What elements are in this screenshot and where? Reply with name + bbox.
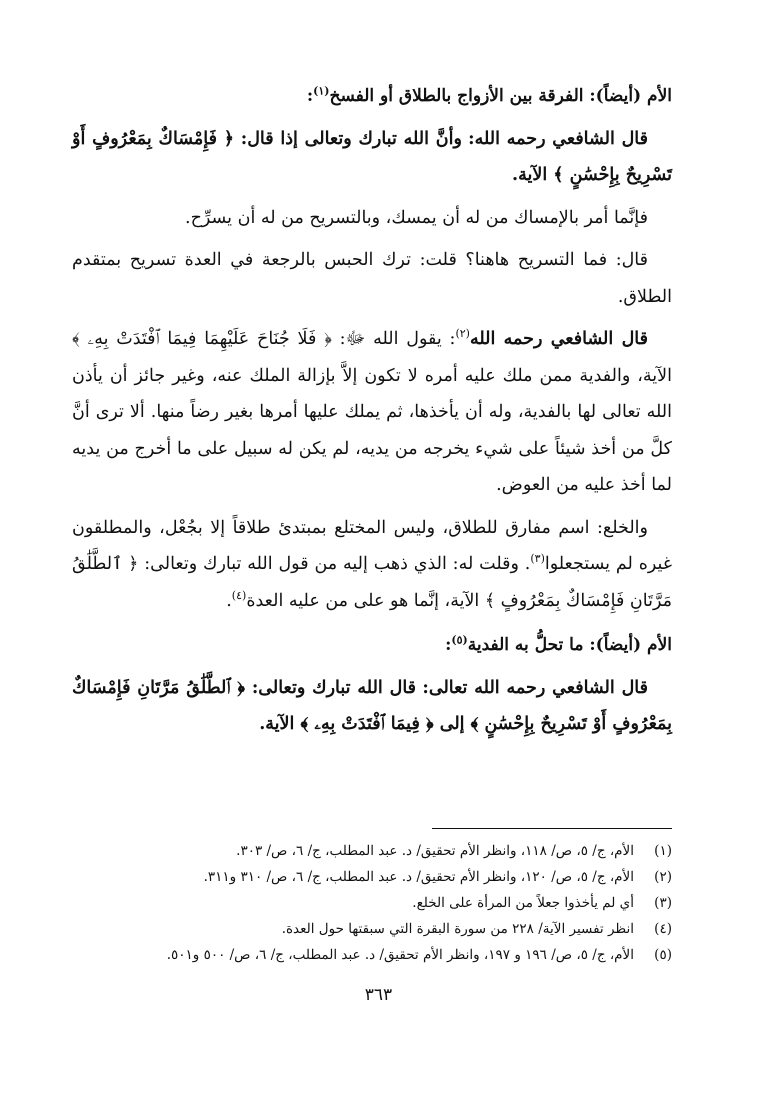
footnote-text: انظر تفسير الآية/ ٢٢٨ من سورة البقرة التي سبقتها حول العدة.: [281, 921, 634, 937]
footnote-number: (١): [654, 843, 672, 859]
footnote-text: الأم، ج/ ٥، ص/ ١٩٦ و ١٩٧، وانظر الأم تحقيق/ د. عبد المطلب، ج/ ٦، ص/ ٥٠٠ و٥٠١.: [166, 947, 634, 963]
footnote-number: (٤): [654, 921, 672, 937]
paragraph-4: [72, 321, 672, 504]
footnote-ref-5: (٥): [451, 633, 468, 647]
footnote-number: (٥): [654, 947, 672, 963]
paragraph-text-c: .: [226, 590, 232, 611]
speaker-label: قال الشافعي رحمه الله تعالى:: [422, 677, 648, 698]
footnote-ref-2: (٢): [455, 327, 470, 341]
main-text: [72, 78, 672, 749]
footnote-text: أي لم يأخذوا جعلاً من المرأة على الخلع.: [412, 895, 634, 911]
section-heading-2: [72, 627, 672, 664]
footnote-2: [72, 864, 672, 890]
footnote-5: [72, 942, 672, 968]
paragraph-text: : يقول الله ﷻ: ﴿ فَلَا جُنَاحَ عَلَيْهِمَا فِيمَا ٱفْتَدَتْ بِهِۦ ﴾ الآية، والفدية ممن ملك عليه أمره لا تكون إلاَّ بإزالة الملك عنه، وغير جائز أن يأذن الله تعالى لها بالفدية، وله أن يأخذها، ثم يملك عليها أمرها بغير رضاً منها. ألا ترى أنَّ كلَّ من أخذ شيئاً على شيء يخرجه من يديه، لم يكن له سبيل على ما أخرج من يديه لما أخذ عليه من العوض.: [72, 329, 672, 495]
paragraph-text-b: . وقلت له: الذي ذهب إليه من قول الله تبارك وتعالى: ﴿ ٱلطَّلَٰقُ مَرَّتَانِ فَإِمْسَاكٌ بِمَعْرُوفٍ ﴾ الآية، إنَّما هو على من عليه العدة: [72, 554, 672, 611]
paragraph-2: فإنَّما أمر بالإمساك من له أن يمسك، وبالتسريح من له أن يسرِّح.: [185, 207, 648, 228]
footnote-ref-4: (٤): [231, 588, 247, 602]
paragraph-text: قال الله تبارك وتعالى: ﴿ ٱلطَّلَٰقُ مَرَّتَانِ فَإِمْسَاكٌ بِمَعْرُوفٍ أَوْ تَسْرِيحٌ بِإِحْسَٰنٍ ﴾ إلى ﴿ فِيمَا ٱفْتَدَتْ بِهِۦ ﴾ الآية.: [72, 677, 672, 734]
footnote-ref-3: (٣): [530, 552, 545, 566]
heading-suffix: :: [445, 635, 452, 655]
page-number: ٣٦٣: [364, 985, 393, 1005]
paragraph-text-a: والخلع: اسم مفارق للطلاق، وليس المختلع بمبتدئ طلاقاً إلا بجُعْل، والمطلقون غيره لم يستجعلوا: [72, 517, 672, 574]
heading-text: الأم (أيضاً): ما تحلُّ به الفدية: [467, 635, 672, 655]
speaker-label: قال الشافعي رحمه الله:: [468, 128, 649, 149]
paragraph-6: [72, 670, 672, 743]
footnotes: [72, 838, 672, 968]
paragraph-3: قال: فما التسريح هاهنا؟ قلت: ترك الحبس بالرجعة في العدة تسريح بمتقدم الطلاق.: [72, 250, 672, 307]
footnote-ref-1: (١): [313, 84, 330, 98]
footnote-divider: [432, 828, 672, 829]
speaker-label: قال الشافعي رحمه الله: [469, 329, 648, 349]
footnote-number: (٣): [654, 895, 672, 911]
paragraph-1: [72, 121, 672, 194]
section-heading-1: [72, 78, 672, 115]
footnote-number: (٢): [654, 869, 672, 885]
footnote-text: الأم، ج/ ٥، ص/ ١٢٠، وانظر الأم تحقيق/ د. عبد المطلب، ج/ ٦، ص/ ٣١٠ و٣١١.: [203, 869, 634, 885]
footnote-text: الأم، ج/ ٥، ص/ ١١٨، وانظر الأم تحقيق/ د. عبد المطلب، ج/ ٦، ص/ ٣٠٣.: [236, 843, 634, 859]
footnote-4: [72, 916, 672, 942]
footnote-3: [72, 890, 672, 916]
heading-text: الأم (أيضاً): الفرقة بين الأزواج بالطلاق أو الفسخ: [329, 86, 672, 106]
paragraph-5: [72, 510, 672, 620]
footnote-1: [72, 838, 672, 864]
heading-suffix: :: [306, 86, 314, 106]
paragraph-text: وأنَّ الله تبارك وتعالى إذا قال: ﴿ فَإِمْسَاكٌ بِمَعْرُوفٍ أَوْ تَسْرِيحٌ بِإِحْسَٰنٍ ﴾ الآية.: [72, 128, 672, 185]
